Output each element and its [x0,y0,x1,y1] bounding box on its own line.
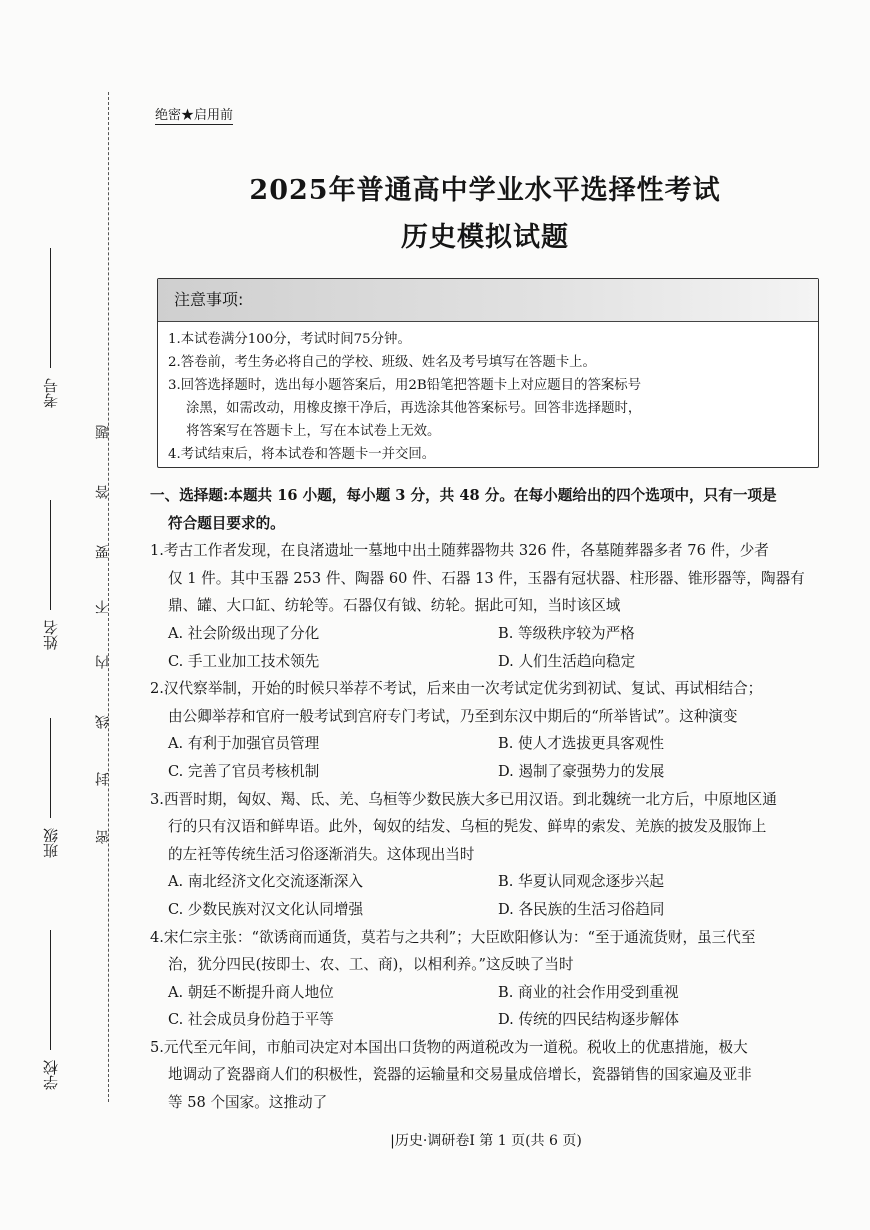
option-a: A. 南北经济文化交流逐渐深入 [168,873,363,891]
question-line: 2.汉代察举制，开始的时候只举荐不考试，后来由一次考试定优劣到初试、复试、再试相结合； [150,680,763,698]
question-1 [150,537,822,675]
options [150,979,822,1034]
question-line: 4.宋仁宗主张：“欲诱商而通货，莫若与之共利”；大臣欧阳修认为：“至于通流货财，虽三代至 [150,928,756,946]
seal-char: 线 [95,715,111,729]
question-line: 1.考古工作者发现，在良渚遗址一墓地中出土随葬器物共 326 件，各墓随葬器多者 76 件，少者 [150,542,769,560]
option-b: B. 商业的社会作用受到重视 [498,983,679,1001]
notice-body [158,322,818,466]
option-a: A. 朝廷不断提升商人地位 [168,983,334,1001]
section-heading [150,482,822,537]
option-d: D. 各民族的生活习俗趋同 [498,900,665,918]
option-d: D. 人们生活趋向稳定 [498,652,636,670]
seal-char: 要 [95,545,111,559]
question-line: 鼎、罐、大口缸、纺轮等。石器仅有钺、纺轮。据此可知，当时该区域 [168,597,621,615]
exam-no-field [40,248,61,408]
option-b: B. 使人才选拔更具客观性 [498,735,664,753]
seal-char: 内 [95,655,111,669]
option-c: C. 手工业加工技术领先 [168,652,320,670]
notice-item: 4.考试结束后，将本试卷和答题卡一并交回。 [168,447,436,462]
seal-char: 不 [95,600,111,614]
exam-no-label: 考号 [42,378,60,408]
exam-no-underline [50,248,52,368]
question-line: 行的只有汉语和鲜卑语。此外，匈奴的结发、乌桓的髡发、鲜卑的索发、羌族的披发及服饰上 [168,818,767,836]
exam-title: 2025年普通高中学业水平选择性考试 [249,175,721,206]
notice-box [157,278,819,468]
notice-heading: 注意事项: [158,279,818,322]
option-a: A. 社会阶级出现了分化 [168,624,320,642]
question-5 [150,1034,822,1117]
question-2 [150,675,822,785]
options [150,730,822,785]
question-line: 5.元代至元年间，市舶司决定对本国出口货物的两道税改为一道税。税收上的优惠措施，极大 [150,1038,748,1056]
notice-item: 1.本试卷满分100分，考试时间75分钟。 [168,332,411,347]
option-b: B. 等级秩序较为严格 [498,624,635,642]
question-line: 治，犹分四民(按即士、农、工、商)，以相利养。”这反映了当时 [168,956,574,974]
seal-char: 题 [95,425,111,439]
question-line: 仅 1 件。其中玉器 253 件、陶器 60 件、石器 13 件，玉器有冠状器、柱形器、锥形器等，陶器有 [168,569,805,587]
question-section [150,482,822,1117]
class-underline [50,718,52,818]
question-4 [150,924,822,1034]
page-footer: |历史·调研卷Ⅰ 第 1 页(共 6 页) [390,1133,582,1149]
secret-label: 绝密★启用前 [155,104,233,125]
question-line: 的左衽等传统生活习俗逐渐消失。这体现出当时 [168,845,475,863]
question-3 [150,786,822,924]
class-label: 班级 [42,828,60,858]
section-heading-line: 符合题目要求的。 [168,514,285,532]
notice-item: 3.回答选择题时，选出每小题答案后，用2B铅笔把答题卡上对应题目的答案标号 [168,378,642,393]
notice-item: 涂黑，如需改动，用橡皮擦干净后，再选涂其他答案标号。回答非选择题时， [186,401,642,416]
binding-dashed-line [108,92,110,1102]
name-label: 姓名 [42,620,60,650]
notice-item: 将答案写在答题卡上，写在本试卷上无效。 [186,424,441,439]
option-a: A. 有利于加强官员管理 [168,735,320,753]
name-underline [50,500,52,610]
school-field [40,930,61,1090]
exam-subtitle: 历史模拟试题 [401,222,569,253]
question-line: 3.西晋时期，匈奴、羯、氐、羌、乌桓等少数民族大多已用汉语。到北魏统一北方后，中原地区通 [150,790,777,808]
option-d: D. 传统的四民结构逐步解体 [498,1011,679,1029]
seal-char: 密 [95,830,111,844]
question-line: 由公卿举荐和官府一般考试到宫府专门考试，乃至到东汉中期后的“所举皆试”。这种演变 [168,707,738,725]
school-underline [50,930,52,1050]
option-c: C. 完善了官员考核机制 [168,762,320,780]
question-line: 地调动了瓷器商人们的积极性，瓷器的运输量和交易量成倍增长，瓷器销售的国家遍及亚非 [168,1066,752,1084]
option-b: B. 华夏认同观念逐步兴起 [498,873,664,891]
seal-char: 封 [95,772,111,786]
option-d: D. 遏制了豪强势力的发展 [498,762,665,780]
options [150,868,822,923]
option-c: C. 社会成员身份趋于平等 [168,1011,334,1029]
question-line: 等 58 个国家。这推动了 [168,1094,328,1112]
class-field [40,718,61,858]
section-heading-line: 一、选择题:本题共 16 小题，每小题 3 分，共 48 分。在每小题给出的四个选项中，只有一项是 [150,487,777,504]
notice-item: 2.答卷前，考生务必将自己的学校、班级、姓名及考号填写在答题卡上。 [168,355,596,370]
option-c: C. 少数民族对汉文化认同增强 [168,900,364,918]
school-label: 学校 [42,1060,60,1090]
name-field [40,500,61,650]
options [150,620,822,675]
seal-char: 答 [95,485,111,499]
